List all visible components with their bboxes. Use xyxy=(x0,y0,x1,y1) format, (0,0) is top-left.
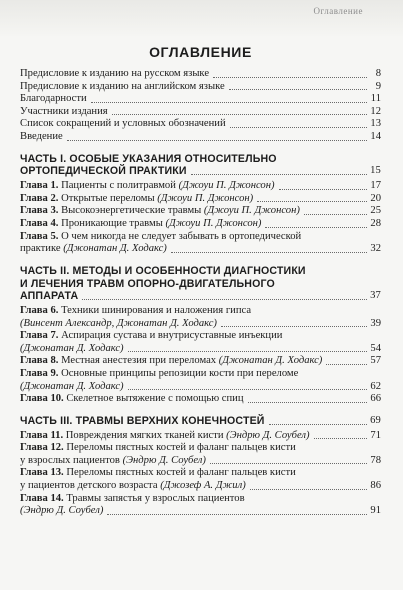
chapter-author: (Джонатан Д. Ходакс) xyxy=(20,380,124,392)
dot-leader xyxy=(107,514,367,515)
page-number: 17 xyxy=(370,180,381,192)
chapter-title: Высокоэнергетические травмы xyxy=(61,205,202,217)
page-number: 14 xyxy=(370,130,381,142)
chapter-label: Глава 12. xyxy=(20,442,64,454)
toc-chapter-8[interactable] xyxy=(20,355,381,368)
toc-chapter-5[interactable] xyxy=(20,231,381,256)
entry-text: Список сокращений и условных обозначений xyxy=(20,118,226,130)
chapter-title: Техники шинирования и наложения гипса xyxy=(61,305,252,317)
chapter-title: Повреждения мягких тканей кисти xyxy=(65,429,224,441)
dot-leader xyxy=(67,140,367,141)
chapter-author: (Винсент Александр, Джонатан Д. Ходакс) xyxy=(20,317,217,329)
toc-entry-preface-en[interactable] xyxy=(20,81,381,94)
toc-chapter-11[interactable] xyxy=(20,430,381,443)
page-number: 57 xyxy=(370,355,381,367)
chapter-author: (Джонатан Д. Ходакс) xyxy=(20,342,124,354)
chapter-title-cont: практике xyxy=(20,243,61,255)
dot-leader xyxy=(257,201,367,202)
page-number: 11 xyxy=(370,93,381,105)
chapter-author: (Эндрю Д. Соубел) xyxy=(122,454,206,466)
toc-chapter-9[interactable] xyxy=(20,368,381,393)
chapter-author: (Джоуи П. Джонсон) xyxy=(157,192,254,204)
page-number: 15 xyxy=(370,165,381,177)
chapter-title: Местная анестезия при переломах xyxy=(61,355,217,367)
chapter-label: Глава 4. xyxy=(20,217,59,229)
part-2-title-line2: И ЛЕЧЕНИЯ ТРАВМ ОПОРНО-ДВИГАТЕЛЬНОГО xyxy=(20,277,275,290)
page-number: 9 xyxy=(375,80,381,92)
toc-entry-acknowledgements[interactable] xyxy=(20,93,381,106)
dot-leader xyxy=(230,127,367,128)
page-number: 13 xyxy=(370,118,381,130)
page-number: 20 xyxy=(370,192,381,204)
chapter-author: (Джоуи П. Джонсон) xyxy=(165,217,262,229)
dot-leader xyxy=(314,438,367,439)
running-header: Оглавление xyxy=(313,6,363,16)
chapter-title: Переломы пястных костей и фаланг пальцев кисти xyxy=(66,467,296,479)
chapter-label: Глава 2. xyxy=(20,192,59,204)
toc-entry-abbreviations[interactable] xyxy=(20,118,381,131)
chapter-author: (Джоуи П. Джонсон) xyxy=(203,205,300,217)
dot-leader xyxy=(279,189,367,190)
chapter-author: (Джонатан Д. Ходакс) xyxy=(63,243,167,255)
dot-leader xyxy=(128,389,367,390)
part-3-title-line1: ЧАСТЬ III. ТРАВМЫ ВЕРХНИХ КОНЕЧНОСТЕЙ xyxy=(20,414,265,427)
chapter-label: Глава 7. xyxy=(20,330,59,342)
entry-text: Предисловие к изданию на русском языке xyxy=(20,68,210,79)
page-number: 32 xyxy=(370,243,381,255)
dot-leader xyxy=(112,114,367,115)
part-1-heading[interactable] xyxy=(20,153,381,179)
chapter-title: Открытые переломы xyxy=(61,192,155,204)
page-number: 62 xyxy=(370,380,381,392)
entry-text: Введение xyxy=(20,130,63,142)
toc-chapter-7[interactable] xyxy=(20,330,381,355)
dot-leader xyxy=(229,89,367,90)
dot-leader xyxy=(304,214,367,215)
toc-chapter-10[interactable] xyxy=(20,393,381,406)
toc-entry-contributors[interactable] xyxy=(20,106,381,119)
chapter-label: Глава 11. xyxy=(20,429,64,441)
part-2-title-line1: ЧАСТЬ II. МЕТОДЫ И ОСОБЕННОСТИ ДИАГНОСТИКИ xyxy=(20,264,306,277)
dot-leader xyxy=(128,351,367,352)
toc-chapter-12[interactable] xyxy=(20,442,381,467)
page-number: 12 xyxy=(370,105,381,117)
toc-entry-preface-ru[interactable] xyxy=(20,68,381,81)
front-matter-list xyxy=(20,68,381,144)
chapter-title-cont: у взрослых пациентов xyxy=(20,454,120,466)
facing-page-bleed xyxy=(0,0,403,38)
chapter-label: Глава 10. xyxy=(20,393,64,405)
chapter-title: Скелетное вытяжение с помощью спиц xyxy=(66,393,244,405)
page-number: 69 xyxy=(370,414,381,426)
toc-chapter-13[interactable] xyxy=(20,467,381,492)
entry-text: Предисловие к изданию на английском языке xyxy=(20,80,225,92)
dot-leader xyxy=(82,299,367,300)
dot-leader xyxy=(250,489,367,490)
page-number: 66 xyxy=(370,393,381,405)
chapter-title: Травмы запястья у взрослых пациентов xyxy=(66,492,245,504)
entry-text: Участники издания xyxy=(20,105,108,117)
toc-page xyxy=(20,34,381,518)
chapter-label: Глава 3. xyxy=(20,205,59,217)
dot-leader xyxy=(210,463,367,464)
part-2-title-line3: АППАРАТА xyxy=(20,290,79,303)
chapter-author: (Джозеф А. Джил) xyxy=(160,480,246,492)
chapter-label: Глава 13. xyxy=(20,467,64,479)
page-number: 8 xyxy=(375,68,381,79)
page-number: 25 xyxy=(370,205,381,217)
dot-leader xyxy=(265,227,367,228)
page-number: 37 xyxy=(370,290,381,302)
part-3-heading[interactable] xyxy=(20,415,381,428)
dot-leader xyxy=(221,326,367,327)
page-number: 28 xyxy=(370,217,381,229)
chapter-label: Глава 6. xyxy=(20,305,59,317)
chapter-author: (Эндрю Д. Соубел) xyxy=(226,429,310,441)
chapter-title-cont: у пациентов детского возраста xyxy=(20,480,158,492)
page-number: 78 xyxy=(370,454,381,466)
toc-title: ОГЛАВЛЕНИЕ xyxy=(149,44,252,60)
chapter-title: Основные принципы репозиции кости при переломе xyxy=(61,368,299,380)
page-number: 86 xyxy=(370,480,381,492)
dot-leader xyxy=(269,424,367,425)
chapter-label: Глава 14. xyxy=(20,492,64,504)
toc-chapter-3[interactable] xyxy=(20,205,381,218)
chapter-author: (Джоуи П. Джонсон) xyxy=(178,180,275,192)
toc-entry-introduction[interactable] xyxy=(20,131,381,144)
part-1-title-line1: ЧАСТЬ I. ОСОБЫЕ УКАЗАНИЯ ОТНОСИТЕЛЬНО xyxy=(20,152,277,165)
chapter-title: Пациенты с политравмой xyxy=(61,180,176,192)
page-number: 91 xyxy=(370,505,381,517)
dot-leader xyxy=(171,252,367,253)
page-number: 39 xyxy=(370,317,381,329)
chapter-author: (Джонатан Д. Ходакс) xyxy=(218,355,323,367)
chapter-title: Проникающие травмы xyxy=(61,217,163,229)
toc-chapter-4[interactable] xyxy=(20,218,381,231)
page-number: 71 xyxy=(370,429,381,441)
chapter-label: Глава 5. xyxy=(20,230,59,242)
chapter-title: О чем никогда не следует забывать в ортопедической xyxy=(61,230,302,242)
dot-leader xyxy=(191,174,367,175)
dot-leader xyxy=(326,364,367,365)
chapter-title: Аспирация сустава и внутрисуставные инъекции xyxy=(61,330,283,342)
toc-chapter-14[interactable] xyxy=(20,493,381,518)
chapter-author: (Эндрю Д. Соубел) xyxy=(20,505,104,517)
dot-leader xyxy=(248,402,367,403)
entry-text: Благодарности xyxy=(20,93,87,105)
dot-leader xyxy=(213,77,367,78)
toc-chapter-2[interactable] xyxy=(20,193,381,206)
dot-leader xyxy=(91,102,367,103)
part-1-title-line2: ОРТОПЕДИЧЕСКОЙ ПРАКТИКИ xyxy=(20,165,187,178)
chapter-label: Глава 1. xyxy=(20,180,59,192)
part-2-heading[interactable] xyxy=(20,265,381,303)
chapter-title: Переломы пястных костей и фаланг пальцев кисти xyxy=(66,442,296,454)
chapter-label: Глава 9. xyxy=(20,368,59,380)
chapter-label: Глава 8. xyxy=(20,355,59,367)
page-number: 54 xyxy=(370,342,381,354)
toc-chapter-6[interactable] xyxy=(20,305,381,330)
toc-chapter-1[interactable] xyxy=(20,180,381,193)
